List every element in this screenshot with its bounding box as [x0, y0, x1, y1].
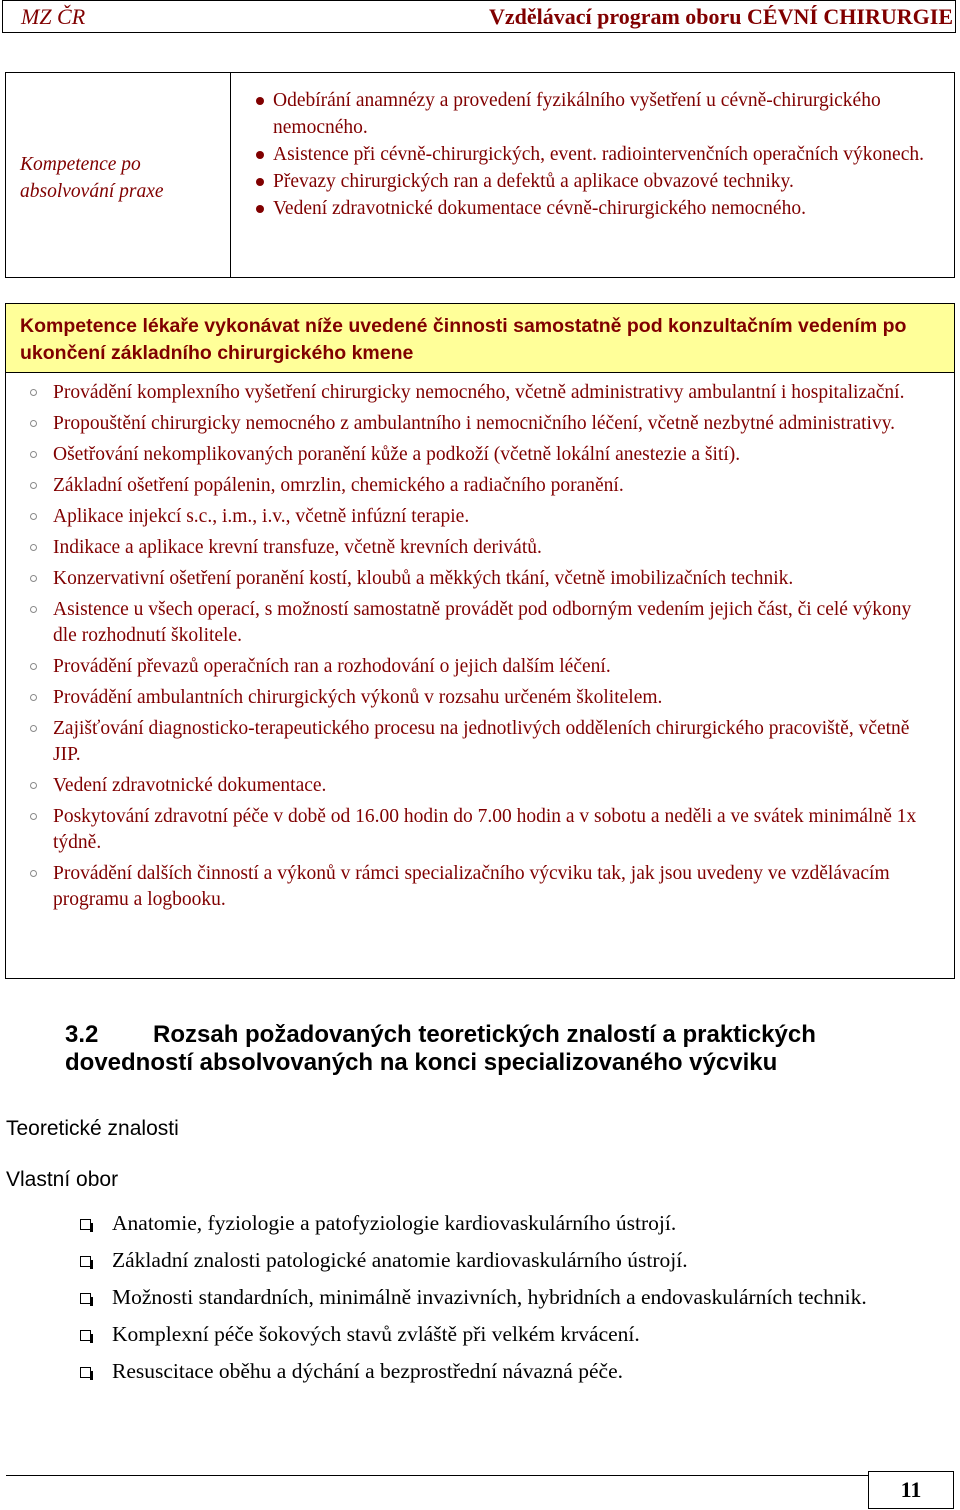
- page-number: 11: [868, 1471, 954, 1509]
- list-item: Asistence při cévně-chirurgických, event. radiointervenčních operačních výkonech.: [256, 141, 946, 168]
- list-item: Komplexní péče šokových stavů zvláště při velkém krvácení.: [80, 1319, 930, 1349]
- bullet-icon: [30, 782, 37, 789]
- bullet-icon: [30, 513, 37, 520]
- checkbox-bullet-icon: [80, 1367, 91, 1378]
- header-program-title: Vzdělávací program oboru CÉVNÍ CHIRURGIE: [488, 3, 953, 29]
- list-item: Provádění dalších činností a výkonů v rámci specializačního výcviku tak, jak jsou uvedeny ve vzdělávacím programu a logbooku.: [30, 861, 930, 913]
- list-item: Provádění ambulantních chirurgických výkonů v rozsahu určeném školitelem.: [30, 685, 930, 711]
- list-item: Indikace a aplikace krevní transfuze, včetně krevních derivátů.: [30, 535, 930, 561]
- bullet-icon: [30, 420, 37, 427]
- list-item: Aplikace injekcí s.c., i.m., i.v., včetně infúzní terapie.: [30, 504, 930, 530]
- bullet-icon: [30, 606, 37, 613]
- bullet-icon: [30, 451, 37, 458]
- checkbox-bullet-icon: [80, 1293, 91, 1304]
- bullet-icon: [30, 575, 37, 582]
- section-title: Rozsah požadovaných teoretických znalostí a praktických dovedností absolvovaných na konci specializovaného výcviku: [65, 1021, 816, 1076]
- bullet-icon: [30, 694, 37, 701]
- list-item: Vedení zdravotnické dokumentace.: [30, 773, 930, 799]
- bullet-icon: [256, 97, 264, 105]
- checkbox-bullet-icon: [80, 1219, 91, 1230]
- checkbox-bullet-icon: [80, 1330, 91, 1341]
- bullet-icon: [256, 205, 264, 213]
- list-item: Propouštění chirurgicky nemocného z ambulantního i nemocničního léčení, včetně nezbytné administrativy.: [30, 411, 930, 437]
- list-item: Poskytování zdravotní péče v době od 16.00 hodin do 7.00 hodin a v sobotu a neděli a ve svátek minimálně 1x týdně.: [30, 804, 930, 856]
- list-item: Možnosti standardních, minimálně invazivních, hybridních a endovaskulárních technik.: [80, 1282, 930, 1312]
- competence-label: Kompetence po absolvování praxe: [6, 73, 231, 277]
- bullet-icon: [30, 813, 37, 820]
- box-body: [6, 373, 954, 913]
- list-item: Resuscitace oběhu a dýchání a bezprostřední návazná péče.: [80, 1356, 930, 1386]
- list-item: Základní ošetření popálenin, omrzlin, chemického a radiačního poranění.: [30, 473, 930, 499]
- bullet-icon: [256, 178, 264, 186]
- bullet-icon: [30, 544, 37, 551]
- footer-rule: [6, 1475, 868, 1476]
- knowledge-list: [80, 1208, 930, 1393]
- competence-content: [231, 73, 954, 277]
- box-title: Kompetence lékaře vykonávat níže uvedené činnosti samostatně pod konzultačním vedením po ukončení základního chirurgického kmene: [6, 304, 954, 373]
- list-item: Odebírání anamnézy a provedení fyzikálního vyšetření u cévně-chirurgického nemocného.: [256, 87, 946, 141]
- list-item: Základní znalosti patologické anatomie kardiovaskulárního ústrojí.: [80, 1245, 930, 1275]
- independent-competence-box: [5, 303, 955, 979]
- list-item: Provádění komplexního vyšetření chirurgicky nemocného, včetně administrativy ambulantní i hospitalizační.: [30, 380, 930, 406]
- list-item: Provádění převazů operačních ran a rozhodování o jejich dalším léčení.: [30, 654, 930, 680]
- subheading-own-field: Vlastní obor: [6, 1168, 119, 1191]
- bullet-icon: [256, 151, 264, 159]
- bullet-icon: [30, 725, 37, 732]
- bullet-icon: [30, 663, 37, 670]
- box-list: [30, 380, 930, 913]
- bullet-icon: [30, 482, 37, 489]
- list-item: Vedení zdravotnické dokumentace cévně-chirurgického nemocného.: [256, 195, 946, 222]
- list-item: Ošetřování nekomplikovaných poranění kůže a podkoží (včetně lokální anestezie a šití).: [30, 442, 930, 468]
- competence-table: [5, 72, 955, 278]
- list-item: Asistence u všech operací, s možností samostatně provádět pod odborným vedením jejich část, či celé výkony dle rozhodnutí školitele.: [30, 597, 930, 649]
- section-heading: [65, 1021, 945, 1077]
- bullet-icon: [30, 870, 37, 877]
- header-ministry: MZ ČR: [21, 3, 86, 29]
- list-item: Konzervativní ošetření poranění kostí, kloubů a měkkých tkání, včetně imobilizačních technik.: [30, 566, 930, 592]
- list-item: Anatomie, fyziologie a patofyziologie kardiovaskulárního ústrojí.: [80, 1208, 930, 1238]
- subheading-theory: Teoretické znalosti: [6, 1117, 179, 1140]
- list-item: Převazy chirurgických ran a defektů a aplikace obvazové techniky.: [256, 168, 946, 195]
- page-header: [2, 0, 956, 33]
- checkbox-bullet-icon: [80, 1256, 91, 1267]
- bullet-icon: [30, 389, 37, 396]
- list-item: Zajišťování diagnosticko-terapeutického procesu na jednotlivých odděleních chirurgického pracoviště, včetně JIP.: [30, 716, 930, 768]
- section-number: 3.2: [65, 1021, 99, 1048]
- competence-list: [256, 87, 946, 222]
